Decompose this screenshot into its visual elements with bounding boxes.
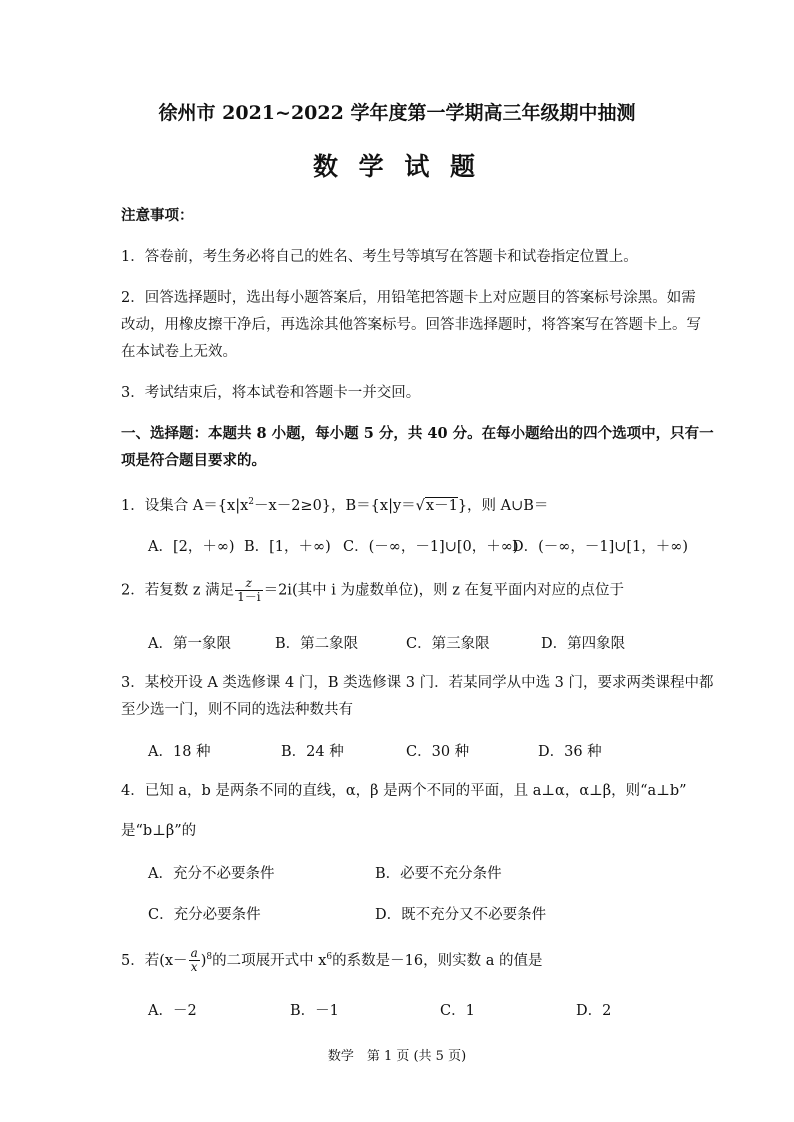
- sqrt-icon: √: [415, 497, 425, 514]
- q2-fraction-denominator: 1－i: [237, 590, 261, 604]
- q1-option-a: A．[2，＋∞): [148, 539, 235, 555]
- q4-option-d: D．既不充分又不必要条件: [375, 907, 547, 923]
- q5-fraction-denominator: x: [190, 960, 198, 975]
- q5-part1: 5．若(x－: [121, 952, 188, 969]
- q3-option-a: A．18 种: [148, 744, 211, 760]
- question-2-stem: [121, 577, 624, 604]
- q5-fraction-numerator: a: [190, 946, 198, 961]
- q5-power: 8: [206, 952, 213, 962]
- q1-option-d: D．(－∞，－1]∪[1，＋∞): [512, 539, 689, 555]
- question-3-stem-line1: 3．某校开设 A 类选修课 4 门，B 类选修课 3 门．若某同学从中选 3 门，要求两类课程中都: [121, 675, 714, 691]
- q3-option-b: B．24 种: [281, 744, 344, 760]
- notice-item-2-line2: 改动，用橡皮擦干净后，再选涂其他答案标号。回答非选择题时，将答案写在答题卡上。写: [121, 317, 701, 333]
- q3-option-d: D．36 种: [538, 744, 602, 760]
- section1-heading-line2: 项是符合题目要求的。: [121, 452, 266, 469]
- q2-part1: 2．若复数 z 满足: [121, 582, 235, 599]
- question-1-stem: [121, 492, 548, 516]
- notice-item-1: 1．答卷前，考生务必将自己的姓名、考生号等填写在答题卡和试卷指定位置上。: [121, 249, 638, 265]
- q5-option-a: A．－2: [148, 1003, 197, 1019]
- q2-option-a: A．第一象限: [148, 636, 231, 652]
- q1-part3: －x－2≥0}，B＝{x|y＝: [254, 497, 416, 514]
- notice-item-3: 3．考试结束后，将本试卷和答题卡一并交回。: [121, 385, 421, 401]
- notice-heading: 注意事项：: [121, 207, 194, 224]
- q5-option-d: D．2: [576, 1003, 612, 1019]
- q5-option-c: C．1: [440, 1003, 475, 1019]
- q5-option-b: B．－1: [290, 1003, 339, 1019]
- q2-fraction: [235, 577, 262, 604]
- question-4-stem-line2: 是“b⊥β”的: [121, 823, 197, 839]
- q1-option-b: B．[1，＋∞): [244, 539, 331, 555]
- q2-option-d: D．第四象限: [541, 636, 626, 652]
- question-4-stem-line1: 4．已知 a，b 是两条不同的直线，α，β 是两个不同的平面，且 a⊥α，α⊥β，则“a⊥b”: [121, 783, 687, 799]
- page-footer: 数学 第 1 页 (共 5 页): [327, 1049, 467, 1064]
- q1-part5: }，则 A∪B＝: [457, 497, 549, 514]
- q3-option-c: C．30 种: [406, 744, 470, 760]
- q1-part1: 1．设集合 A＝{x|x: [121, 497, 249, 514]
- notice-item-2-line1: 2．回答选择题时，选出每小题答案后，用铅笔把答题卡上对应题目的答案标号涂黑。如需: [121, 290, 696, 306]
- q1-option-c: C．(－∞，－1]∪[0，＋∞): [343, 539, 519, 555]
- notice-item-2-line3: 在本试卷上无效。: [121, 344, 237, 360]
- q1-exponent: 2: [248, 497, 255, 507]
- q4-option-c: C．充分必要条件: [148, 907, 261, 923]
- q2-fraction-numerator: z: [235, 577, 262, 591]
- q5-part2: ): [200, 952, 207, 969]
- q5-part4: 的二项展开式中 x: [212, 952, 327, 969]
- q5-part6: 的系数是－16，则实数 a 的值是: [332, 952, 543, 969]
- question-5-stem: [121, 947, 542, 974]
- section1-heading-line1: 一、选择题：本题共 8 小题，每小题 5 分，共 40 分。在每小题给出的四个选项中，只有一: [121, 425, 714, 442]
- exam-title: 徐州市 2021~2022 学年度第一学期高三年级期中抽测: [158, 102, 636, 124]
- q4-option-a: A．充分不必要条件: [148, 866, 275, 882]
- q5-x-exponent: 6: [326, 952, 333, 962]
- q1-radicand: x－1: [425, 497, 458, 514]
- subject-title: 数 学 试 题: [312, 152, 482, 181]
- q4-option-b: B．必要不充分条件: [375, 866, 502, 882]
- q2-part2: ＝2i(其中 i 为虚数单位)，则 z 在复平面内对应的点位于: [263, 582, 624, 599]
- q2-option-b: B．第二象限: [275, 636, 359, 652]
- q2-option-c: C．第三象限: [406, 636, 490, 652]
- q5-fraction: [189, 947, 200, 974]
- question-3-stem-line2: 至少选一门，则不同的选法种数共有: [121, 702, 353, 718]
